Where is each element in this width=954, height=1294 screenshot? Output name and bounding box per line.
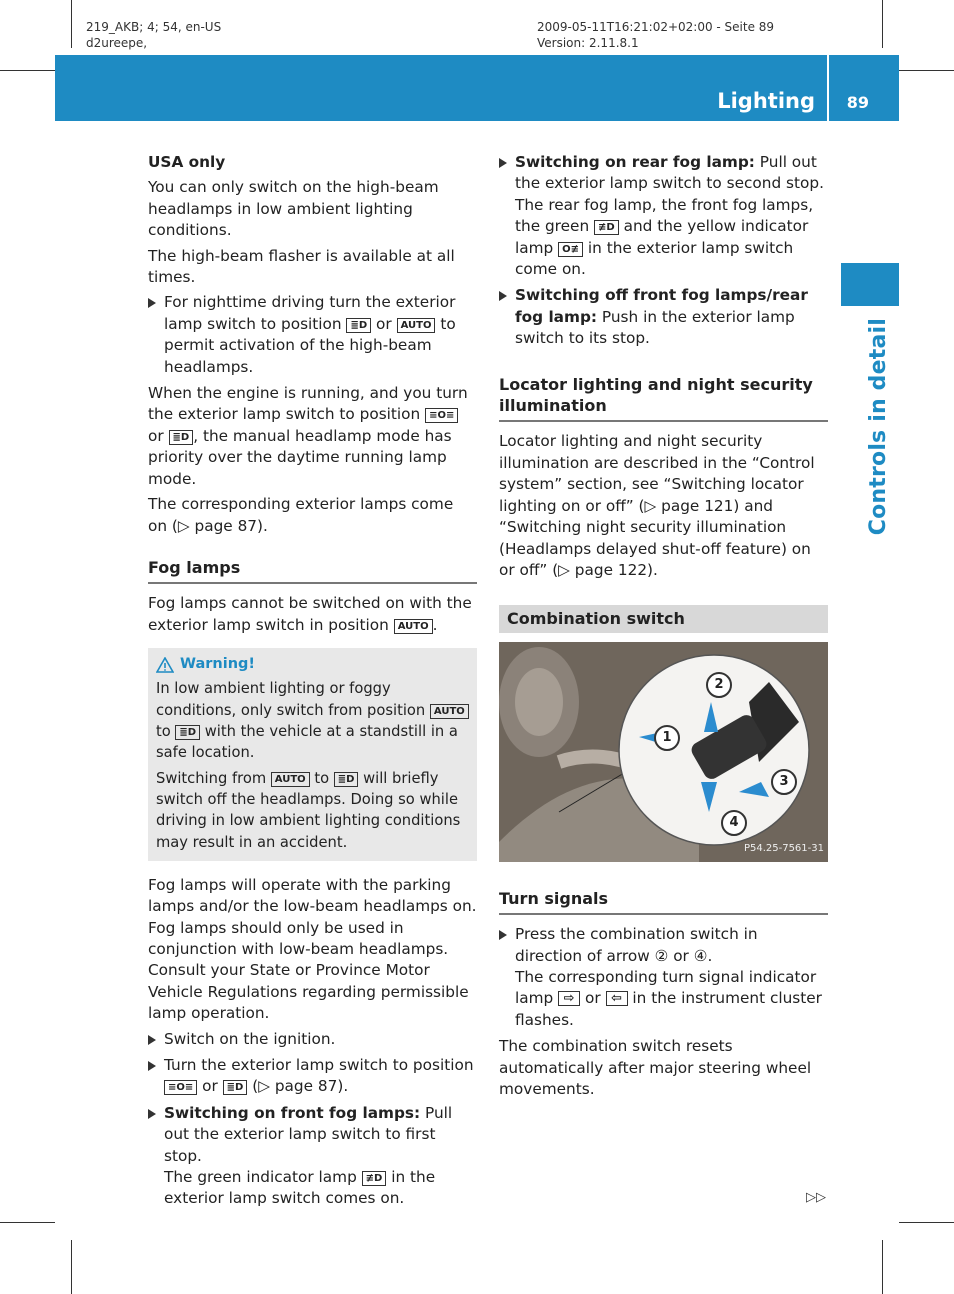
crop-mark xyxy=(882,1240,883,1294)
step-arrow-icon xyxy=(148,298,156,308)
text: (▷ page 87). xyxy=(252,1077,349,1096)
text: or xyxy=(673,946,689,965)
meta-text: Version: 2.11.8.1 xyxy=(537,36,639,50)
paragraph xyxy=(148,593,477,636)
text: or xyxy=(585,989,601,1008)
low-beam-icon: ≣D xyxy=(169,430,194,445)
warning-box xyxy=(148,648,477,861)
side-tab xyxy=(841,263,899,306)
text: in the exterior lamp switch comes on. xyxy=(164,1168,436,1208)
paragraph: The high-beam flasher is available at all times. xyxy=(148,246,455,287)
usa-heading: USA only xyxy=(148,153,226,171)
locator-heading: Locator lighting and night security illumination xyxy=(499,374,813,416)
parking-lamp-icon: ≡O≡ xyxy=(164,1080,197,1095)
arrow-4-icon: ④ xyxy=(693,946,708,965)
instruction-step xyxy=(499,924,828,1031)
text: When the engine is running, and you turn the exterior lamp switch to position xyxy=(148,384,468,424)
text: with the vehicle at a standstill in a safe location. xyxy=(156,723,458,762)
text: to xyxy=(314,769,330,787)
text: Push in the exterior lamp switch to its stop. xyxy=(515,307,795,348)
combination-switch-figure xyxy=(499,642,828,862)
paragraph: The corresponding exterior lamps come on (▷ page 87). xyxy=(148,495,454,535)
figure-caption: P54.25-7561-31 xyxy=(743,843,824,855)
paragraph: You can only switch on the high-beam headlamps in low ambient lighting conditions. xyxy=(148,178,439,240)
turn-signals-heading: Turn signals xyxy=(499,888,609,908)
text: Switching off front fog lamps/rear fog lamp: xyxy=(515,286,808,326)
crop-mark xyxy=(0,1222,55,1223)
text: or xyxy=(148,426,164,445)
paragraph: Locator lighting and night security illumination are described in the “Control system” section, see “Switching locator lighting on or off” (▷ page 121) and “Switching night security illumination (Headlamps delayed shut-off feature) on or off” (▷ page 122). xyxy=(499,432,815,579)
text: Pull out the exterior lamp switch to second stop. xyxy=(515,153,824,193)
text: Press the combination switch in direction of arrow xyxy=(515,925,758,965)
step-arrow-icon xyxy=(499,930,507,940)
meta-text: 2009-05-11T16:21:02+02:00 - Seite 89 xyxy=(537,20,775,34)
text: , the manual headlamp mode has priority over the daytime running lamp mode. xyxy=(148,426,452,488)
text: . xyxy=(707,946,713,965)
text: Switching on front fog lamps: xyxy=(164,1103,421,1122)
text: The corresponding turn signal indicator lamp xyxy=(515,967,817,1008)
right-turn-signal-icon: ⇨ xyxy=(558,991,580,1006)
text: The green indicator lamp xyxy=(164,1168,357,1187)
text: . xyxy=(432,615,438,634)
warning-text xyxy=(156,768,469,853)
text: For nighttime driving turn the exterior lamp switch to position xyxy=(164,293,456,333)
label-2: 2 xyxy=(706,672,732,698)
text: Switching from xyxy=(156,769,267,787)
left-turn-signal-icon: ⇦ xyxy=(606,991,628,1006)
heading-rule xyxy=(148,582,477,584)
front-fog-icon: ≢D xyxy=(362,1171,387,1186)
text: The rear fog lamp, the front fog lamps, the green xyxy=(515,195,814,236)
rear-fog-icon: O≢ xyxy=(558,242,583,257)
crop-mark xyxy=(0,70,55,71)
warning-triangle-icon xyxy=(156,657,174,673)
instruction-step xyxy=(148,1103,477,1210)
crop-mark xyxy=(882,0,883,48)
paragraph: Fog lamps will operate with the parking lamps and/or the low-beam headlamps on. Fog lamps should only be used in conjunction with low-beam headlamps. Consult your State or Province Motor Vehicle Regulations regarding permissible lamp operation. xyxy=(148,875,477,1023)
label-1: 1 xyxy=(654,725,680,751)
fog-heading: Fog lamps xyxy=(148,557,241,577)
meta-text: d2ureepe, xyxy=(86,36,148,50)
meta-text: 219_AKB; 4; 54, en-US xyxy=(86,20,222,34)
text: Switching on rear fog lamp: xyxy=(515,153,755,171)
crop-mark xyxy=(71,1240,72,1294)
combination-switch-heading: Combination switch xyxy=(499,605,828,632)
low-beam-icon: ≣D xyxy=(223,1080,248,1095)
text: and the yellow indicator lamp xyxy=(515,217,809,257)
step-arrow-icon xyxy=(148,1061,156,1071)
text: Turn the exterior lamp switch to position xyxy=(164,1056,474,1075)
header-bar xyxy=(55,55,899,121)
instruction-step xyxy=(148,1055,477,1098)
paragraph xyxy=(148,383,477,490)
arrow-2-icon: ② xyxy=(654,946,669,965)
step-arrow-icon xyxy=(499,158,507,168)
auto-icon: AUTO xyxy=(397,318,436,333)
parking-lamp-icon: ≡O≡ xyxy=(425,408,458,423)
header-divider xyxy=(827,55,829,121)
chapter-label: Controls in detail xyxy=(866,318,891,536)
left-column xyxy=(148,152,477,1215)
section-title: Lighting xyxy=(717,89,815,113)
auto-icon: AUTO xyxy=(271,772,310,787)
step-arrow-icon xyxy=(148,1109,156,1119)
label-4: 4 xyxy=(721,810,747,836)
step-arrow-icon xyxy=(148,1035,156,1045)
auto-icon: AUTO xyxy=(394,619,433,634)
instruction-step xyxy=(499,152,828,280)
crop-mark xyxy=(899,70,954,71)
steering-wheel-illustration xyxy=(499,642,828,862)
heading-rule xyxy=(499,913,828,915)
low-beam-icon: ≣D xyxy=(175,725,200,740)
heading-rule xyxy=(499,420,828,422)
text: in the exterior lamp switch come on. xyxy=(515,238,794,279)
low-beam-icon: ≣D xyxy=(334,772,359,787)
instruction-step xyxy=(148,1029,477,1050)
text: or xyxy=(202,1077,218,1096)
text: to permit activation of the high-beam headlamps. xyxy=(164,314,456,376)
continue-arrow-icon: ▷▷ xyxy=(806,1190,826,1205)
text: in the instrument cluster flashes. xyxy=(515,989,822,1029)
text: Fog lamps cannot be switched on with the exterior lamp switch in position xyxy=(148,594,472,634)
warning-title: Warning! xyxy=(180,656,256,673)
text: Pull out the exterior lamp switch to first stop. xyxy=(164,1103,453,1165)
doc-meta-right xyxy=(537,19,774,51)
page-number: 89 xyxy=(846,93,869,112)
instruction-step xyxy=(499,285,828,349)
label-3: 3 xyxy=(771,769,797,795)
warning-text xyxy=(156,678,469,763)
front-fog-icon: ≢D xyxy=(594,220,619,235)
text: will briefly switch off the headlamps. Doing so while driving in low ambient lighting conditions may result in an accident. xyxy=(156,769,461,851)
crop-mark xyxy=(899,1222,954,1223)
crop-mark xyxy=(71,0,72,48)
doc-meta-left xyxy=(86,19,221,51)
text: to xyxy=(156,723,171,741)
right-column xyxy=(499,152,828,1104)
text: Switch on the ignition. xyxy=(164,1029,336,1048)
low-beam-icon: ≣D xyxy=(346,318,371,333)
step-arrow-icon xyxy=(499,291,507,301)
auto-icon: AUTO xyxy=(430,704,469,719)
warning-header xyxy=(156,654,469,675)
text: In low ambient lighting or foggy conditions, only switch from position xyxy=(156,680,426,719)
text: or xyxy=(376,314,392,333)
instruction-step xyxy=(148,292,477,378)
paragraph: The combination switch resets automatically after major steering wheel movements. xyxy=(499,1037,812,1098)
